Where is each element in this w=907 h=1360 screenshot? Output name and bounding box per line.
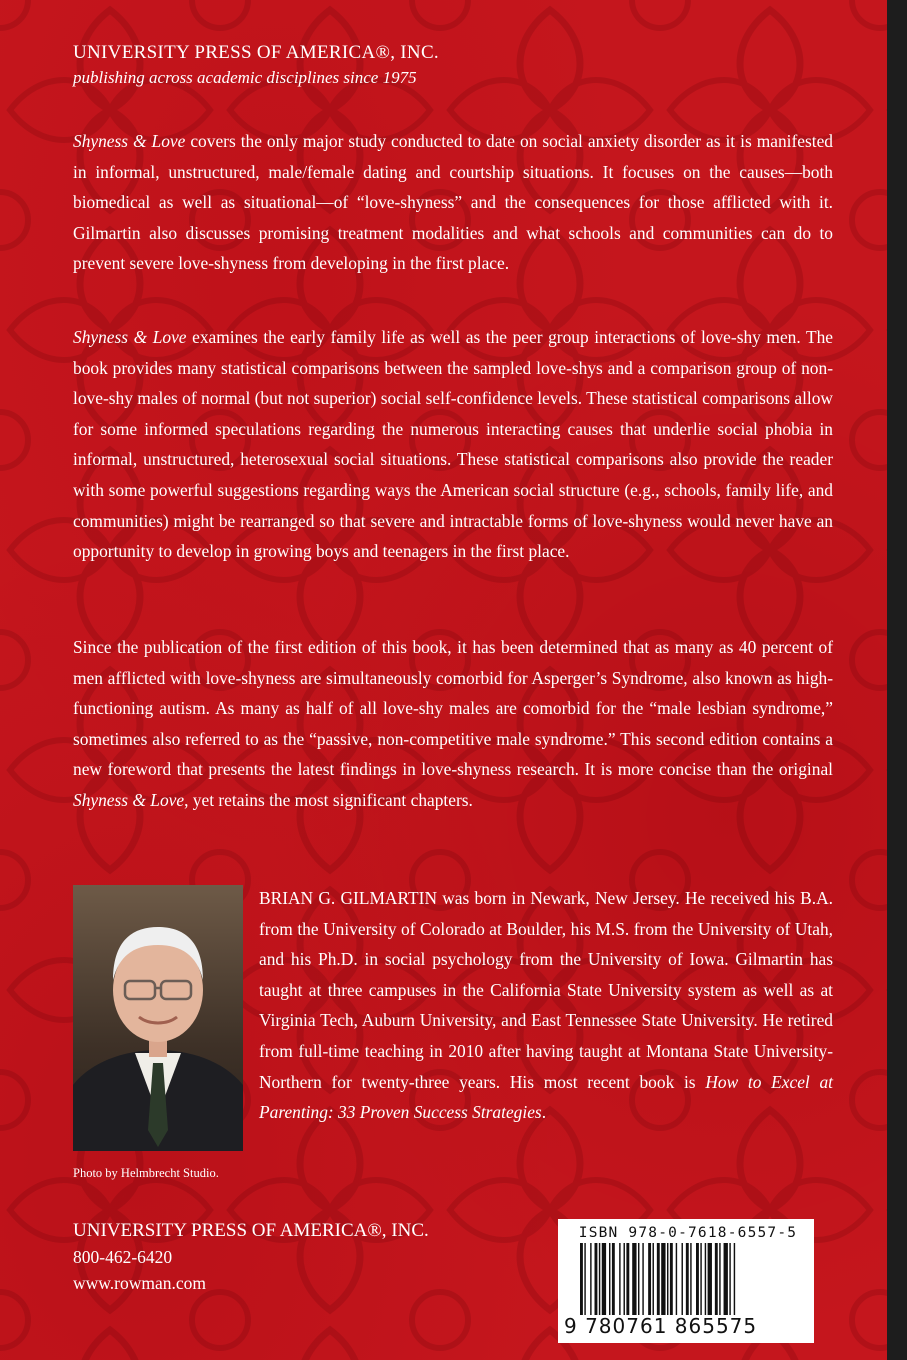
author-photo bbox=[73, 885, 243, 1151]
publisher-footer bbox=[73, 1218, 429, 1296]
barcode-bar bbox=[690, 1243, 691, 1315]
barcode-bar bbox=[708, 1243, 712, 1315]
barcode-number: 9 780761 865575 bbox=[564, 1314, 758, 1338]
barcode-bar bbox=[686, 1243, 689, 1315]
barcode-bar bbox=[715, 1243, 718, 1315]
barcode-bar bbox=[653, 1243, 654, 1315]
bio-text: BRIAN G. GILMARTIN was born in Newark, New Jersey. He received his B.A. from the University of Colorado at Boulder, his M.S. from the University of Utah, and his Ph.D. in social psychology from the University of Iowa. Gilmartin has taught at three campuses in the California State University system as well as at Virginia Tech, Auburn University, and East Tennessee State University. He retired from full-time teaching in 2010 after having taught at Montana State University-Northern for twenty-three years. His most recent book is bbox=[259, 888, 833, 1092]
barcode-bar bbox=[657, 1243, 660, 1315]
barcode-bar bbox=[599, 1243, 600, 1315]
paragraph-text: Since the publication of the first edition of this book, it has been determined that as many as 40 percent of men afflicted with love-shyness are simultaneously comorbid for Asperger’s Syndrome, also known as high-functioning autism. As many as half of all love-shy males are comorbid for the “male lesbian syndrome,” sometimes also referred to as the “passive, non-competitive male syndrome.” This second edition contains a new foreword that presents the latest findings in love-shyness research. It is more concise than the original bbox=[73, 637, 833, 780]
publisher-header bbox=[73, 40, 439, 90]
recent-book-title: How to Excel at Parenting: 33 Proven Success Strategies bbox=[259, 1071, 833, 1123]
author-bio bbox=[259, 883, 833, 1128]
publisher-website: www.rowman.com bbox=[73, 1273, 207, 1293]
barcode-bar bbox=[667, 1243, 668, 1315]
barcode-bar bbox=[609, 1243, 610, 1315]
publisher-tagline: publishing across academic disciplines since 1975 bbox=[73, 68, 417, 87]
book-title: Shyness & Love bbox=[73, 131, 186, 151]
publisher-name: UNIVERSITY PRESS OF AMERICA®, INC. bbox=[73, 42, 439, 63]
description-paragraph-3 bbox=[73, 632, 833, 816]
publisher-phone: 800-462-6420 bbox=[73, 1247, 173, 1267]
spine-edge bbox=[887, 0, 907, 1360]
barcode-bar bbox=[670, 1243, 673, 1315]
isbn-label: ISBN 978-0-7618-6557-5 bbox=[578, 1225, 798, 1241]
barcode-bar bbox=[638, 1243, 639, 1315]
barcode-bar bbox=[700, 1243, 701, 1315]
barcode-bar bbox=[682, 1243, 683, 1315]
description-paragraph-2 bbox=[73, 322, 833, 567]
barcode-bar bbox=[619, 1243, 620, 1315]
barcode-bar bbox=[729, 1243, 730, 1315]
barcode-bar bbox=[676, 1243, 677, 1315]
bio-text-end: . bbox=[541, 1102, 547, 1123]
barcode-bar bbox=[624, 1243, 625, 1315]
footer-publisher-name: UNIVERSITY PRESS OF AMERICA®, INC. bbox=[73, 1220, 429, 1241]
barcode-bar bbox=[724, 1243, 728, 1315]
paragraph-text: examines the early family life as well as the peer group interactions of love-shy men. The book provides many statistical comparisons between the sampled love-shys and a comparison group of non-love-shy males of normal (but not superior) social self-confidence levels. These statistical comparisons allow for some informed speculations regarding the numerous interacting causes that underlie social phobia in informal, unstructured, heterosexual social situations. These statistical comparisons also provide the reader with some powerful suggestions regarding ways the American social structure (e.g., schools, family life, and communities) might be rearranged so that severe and intractable forms of love-shyness would never have an opportunity to develop in growing boys and teenagers in the first place. bbox=[73, 327, 833, 562]
barcode-bar bbox=[612, 1243, 615, 1315]
barcode-bar bbox=[584, 1243, 585, 1315]
paragraph-text-end: , yet retains the most significant chapters. bbox=[184, 789, 473, 810]
barcode-bar bbox=[626, 1243, 629, 1315]
barcode-bar bbox=[719, 1243, 720, 1315]
barcode-bar bbox=[648, 1243, 651, 1315]
barcode-bars bbox=[580, 1243, 804, 1315]
barcode-bar bbox=[661, 1243, 665, 1315]
barcode-bar bbox=[696, 1243, 699, 1315]
isbn-barcode bbox=[558, 1219, 814, 1343]
barcode-bar bbox=[632, 1243, 636, 1315]
book-title: Shyness & Love bbox=[73, 789, 185, 810]
description-paragraph-1 bbox=[73, 126, 833, 279]
barcode-bar bbox=[595, 1243, 598, 1315]
barcode-bar bbox=[580, 1243, 583, 1315]
paragraph-text: covers the only major study conducted to date on social anxiety disorder as it is manifested in informal, unstructured, male/female dating and courtship situations. It focuses on the causes—both biomedical as well as situational—of “love-shyness” and the consequences for those afflicted with it. Gilmartin also discusses promising treatment modalities and what schools and communities can do to prevent severe love-shyness from developing in the first place. bbox=[73, 131, 833, 274]
barcode-bar bbox=[734, 1243, 735, 1315]
photo-caption: Photo by Helmbrecht Studio. bbox=[73, 1166, 219, 1180]
barcode-bar bbox=[705, 1243, 706, 1315]
barcode-bar bbox=[590, 1243, 591, 1315]
book-title: Shyness & Love bbox=[73, 327, 187, 347]
barcode-bar bbox=[602, 1243, 606, 1315]
barcode-bar bbox=[642, 1243, 643, 1315]
